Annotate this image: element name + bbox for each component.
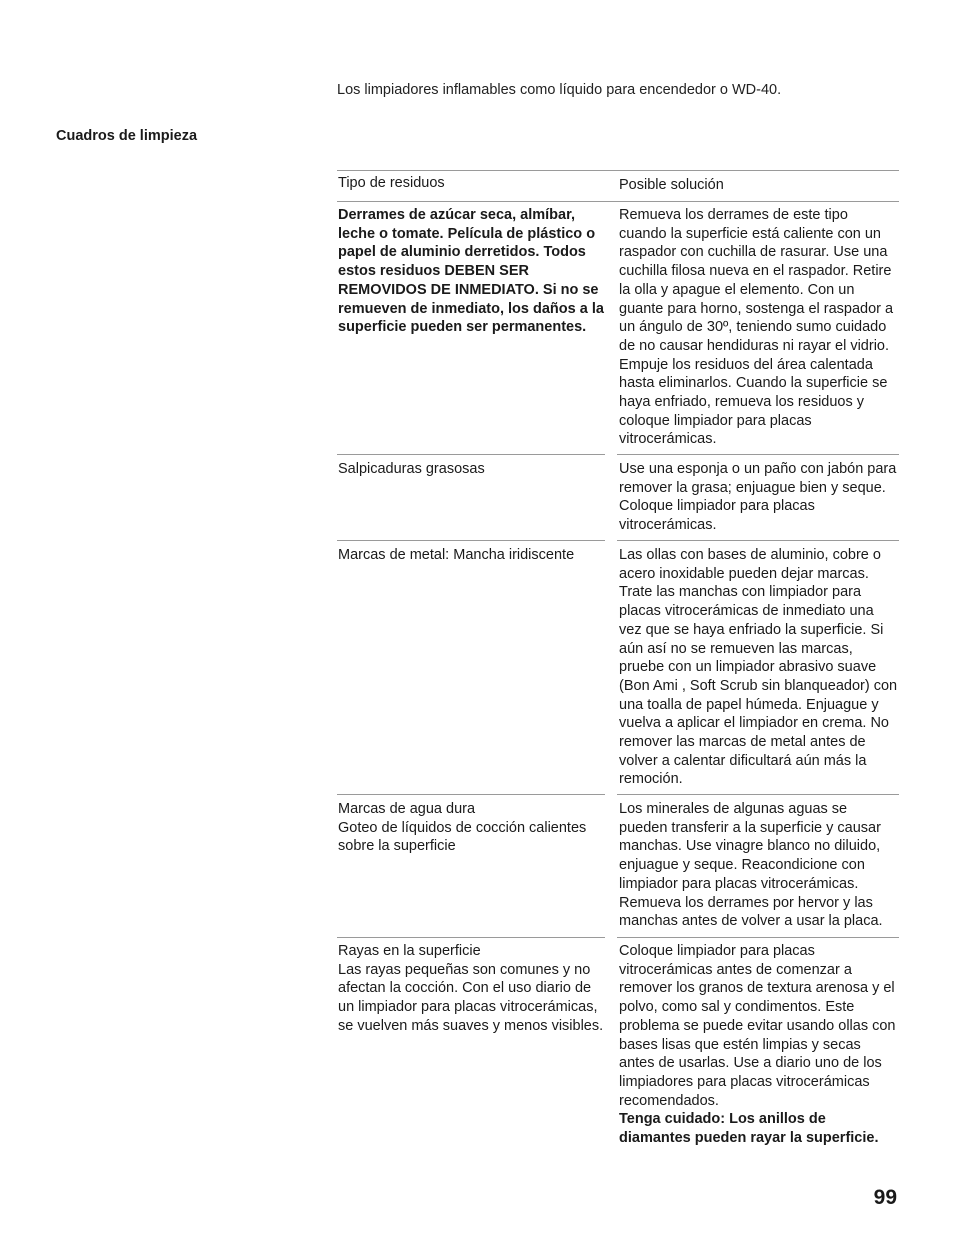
column-header-residue-type: Tipo de residuos <box>338 175 445 191</box>
section-title: Cuadros de limpieza <box>56 128 198 144</box>
row-5-solution-cell <box>619 942 899 1148</box>
row-4-residue-description: Goteo de líquidos de cocción calientes sobre la superficie <box>338 819 587 855</box>
row-divider-right <box>617 937 899 938</box>
row-4-solution: Los minerales de algunas aguas se pueden transferir a la superficie y causar manchas. Use vinagre blanco no diluido, enjuague y seque. Reacondicione con limpiador para placas vitrocerámicas. Remueva los derrames por hervor y las manchas antes de volver a usar la placa. <box>619 801 883 930</box>
table-top-rule <box>337 170 899 171</box>
row-1-residue-type: Derrames de azúcar seca, almíbar, leche o tomate. Película de plástico o papel de aluminio derretidos. Todos estos residuos DEBEN SER REMOVIDOS DE INMEDIATO. Si no se remueven de inmediato, los daños a la superficie pueden ser permanentes. <box>338 207 604 336</box>
row-divider-right <box>617 540 899 541</box>
row-1-solution: Remueva los derrames de este tipo cuando la superficie está caliente con un raspador con cuchilla de rasurar. Use una cuchilla filosa nueva en el raspador. Retire la olla y apague el elemento. Con un guante para horno, sostenga el raspador a un ángulo de 30º, teniendo sumo cuidado de no causar hendiduras ni rayar el vidrio. Empuje los residuos del área calentada hasta eliminarlos. Cuando la superficie se haya enfriado, remueva los residuos y coloque limpiador para placas vitrocerámicas. <box>619 207 894 448</box>
header-bottom-rule <box>337 201 899 202</box>
row-5-solution-warning: Tenga cuidado: Los anillos de diamantes pueden rayar la superficie. <box>619 1111 879 1147</box>
row-divider-left <box>337 794 605 795</box>
row-5-residue-cell <box>338 942 606 1036</box>
row-3-residue-type: Marcas de metal: Mancha iridiscente <box>338 547 575 563</box>
row-divider-left <box>337 937 605 938</box>
row-3-solution: Las ollas con bases de aluminio, cobre o acero inoxidable pueden dejar marcas. Trate las manchas con limpiador para placas vitrocerámicas de inmediato una vez que se haya enfriado la superficie. Si aún así no se remueven las marcas, pruebe con un limpiador abrasivo suave (Bon Ami , Soft Scrub sin blanqueador) con una toalla de papel húmeda. Enjuague y vuelva a aplicar el limpiador en crema. No remover las marcas de metal antes de volver a calentar dificultará aún más la remoción. <box>619 547 898 788</box>
row-5-residue-type: Rayas en la superficie <box>338 943 481 959</box>
row-5-residue-description: Las rayas pequeñas son comunes y no afectan la cocción. Con el uso diario de un limpiador para placas vitrocerámicas, se vuelven más suaves y menos visibles. <box>338 961 604 1034</box>
row-divider-right <box>617 794 899 795</box>
page-number: 99 <box>873 1186 897 1209</box>
row-divider-right <box>617 454 899 455</box>
row-divider-left <box>337 540 605 541</box>
column-header-solution: Posible solución <box>619 177 724 193</box>
row-2-solution: Use una esponja o un paño con jabón para remover la grasa; enjuague bien y seque. Coloque limpiador para placas vitrocerámicas. <box>619 461 897 534</box>
intro-text: Los limpiadores inflamables como líquido para encendedor o WD-40. <box>337 82 782 98</box>
row-divider-left <box>337 454 605 455</box>
row-2-residue-type: Salpicaduras grasosas <box>338 461 485 477</box>
row-5-solution: Coloque limpiador para placas vitrocerámicas antes de comenzar a remover los granos de textura arenosa y el polvo, como sal y condimentos. Este problema se puede evitar usando ollas con bases lisas que estén limpias y secas antes de usarlas. Use a diario uno de los limpiadores para placas vitrocerámicas recomendados. <box>619 943 896 1109</box>
row-4-residue-cell <box>338 800 606 856</box>
row-4-residue-type: Marcas de agua dura <box>338 801 476 817</box>
